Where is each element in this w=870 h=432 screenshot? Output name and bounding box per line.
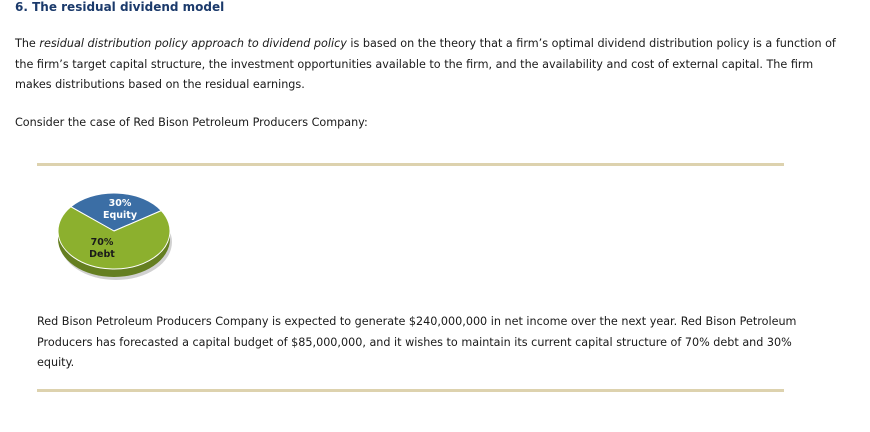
intro-text-before: The	[15, 37, 40, 50]
divider-bottom	[37, 389, 784, 392]
capital-structure-pie-chart	[52, 190, 176, 286]
case-paragraph: Red Bison Petroleum Producers Company is expected to generate $240,000,000 in net income over the next year. Red Bison Petroleum Producers has forecasted a capital budget of $85,000,000, and it wishes to maintain its current capital structure of 70% debt and 30% equity.	[37, 315, 797, 369]
pie-label-debt	[89, 237, 115, 260]
pie-chart-svg	[52, 190, 176, 286]
intro-text-after: is based on the theory that a firm’s optimal dividend distribution policy is a function of the firm’s target capital structure, the investment opportunities available to the firm, and the availability and cost of external capital. The firm makes distributions based on the residual earnings.	[15, 37, 836, 91]
intro-emphasis: residual distribution policy approach to dividend policy	[39, 37, 347, 50]
consider-paragraph: Consider the case of Red Bison Petroleum Producers Company:	[15, 116, 368, 129]
section-title: 6. The residual dividend model	[15, 0, 225, 14]
pie-group	[58, 193, 172, 280]
pie-label-name-debt: Debt	[89, 249, 115, 260]
pie-label-pct-debt: 70%	[90, 237, 114, 248]
pie-label-pct-equity: 30%	[108, 198, 132, 209]
intro-paragraph	[15, 34, 845, 96]
pie-label-name-equity: Equity	[102, 210, 138, 221]
divider-top	[37, 163, 784, 166]
